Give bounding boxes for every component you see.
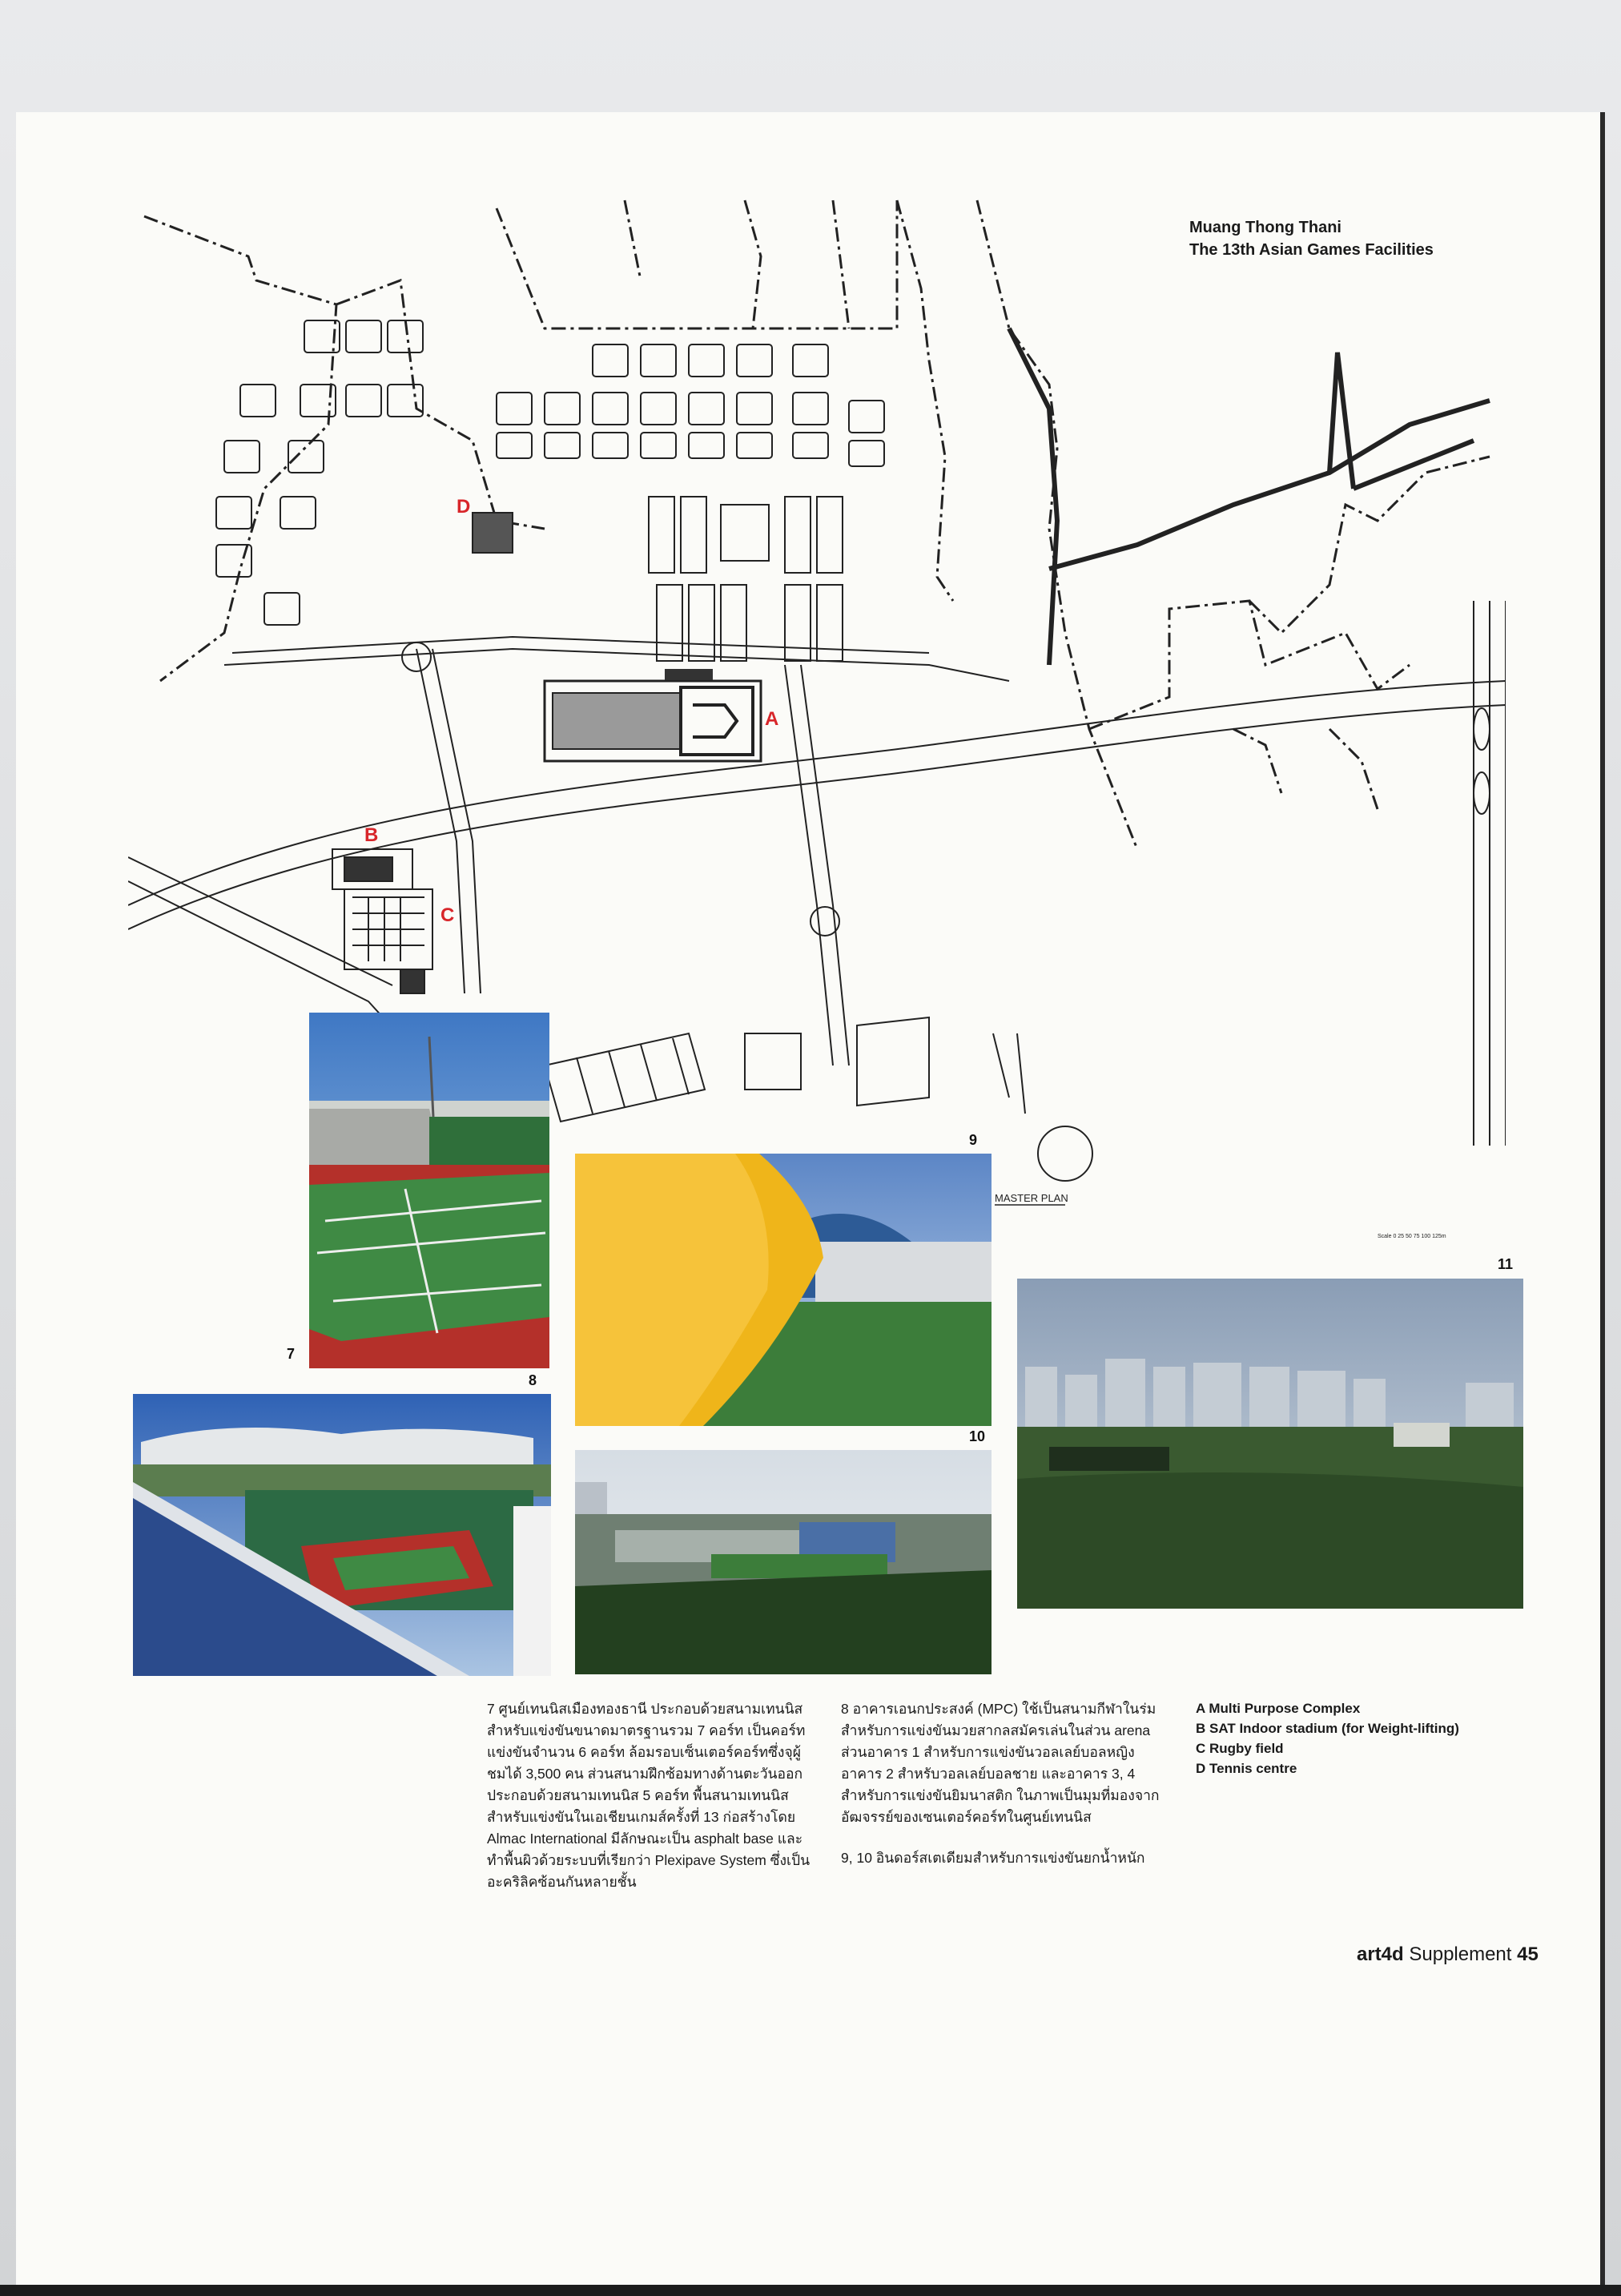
footer-brand: art4d [1357, 1944, 1404, 1965]
plan-marker-c: C [440, 904, 455, 926]
legend-item-c: C Rugby field [1196, 1741, 1284, 1756]
caption-column-1 [487, 1698, 815, 1912]
facility-legend [1196, 1698, 1459, 1778]
title-line-2: The 13th Asian Games Facilities [1189, 241, 1434, 259]
page-footer [1357, 1944, 1539, 1966]
photo-10-stadium-aerial [575, 1450, 992, 1674]
plan-marker-a: A [765, 708, 779, 730]
figure-number-8: 8 [529, 1372, 537, 1388]
figure-number-7: 7 [287, 1346, 296, 1362]
caption-7: 7 ศูนย์เทนนิสเมืองทองธานี ประกอบด้วยสนามเทนนิสสำหรับแข่งขันขนาดมาตรฐานรวม 7 คอร์ท เป็นคอร์ทแข่งขันจำนวน 6 คอร์ท ล้อมรอบเซ็นเตอร์คอร์ทซึ่งจุผู้ชมได้ 3,500 คน ส่วนสนามฝึกซ้อมทางด้านตะวันออกประกอบด้วยสนามเทนนิส 5 คอร์ท พื้นสนามเทนนิสสำหรับแข่งขันในเอเชียนเกมส์ครั้งที่ 13 ก่อสร้างโดย Almac International มีลักษณะเป็น asphalt base และทำพื้นผิวด้วยระบบที่เรียกว่า Plexipave System ซึ่งเป็นอะคริลิคซ้อนกันหลายชั้น [487, 1701, 810, 1890]
legend-item-a: A Multi Purpose Complex [1196, 1701, 1361, 1716]
figure-number-11: 11 [1498, 1256, 1514, 1272]
scale-bar-label: Scale 0 25 50 75 100 125m [1378, 1234, 1446, 1239]
page-edge [1600, 112, 1605, 2285]
master-plan-label: MASTER PLAN [995, 1192, 1068, 1204]
caption-column-2 [841, 1698, 1169, 1888]
figure-number-10: 10 [969, 1428, 986, 1444]
title-line-1: Muang Thong Thani [1189, 219, 1341, 236]
plan-marker-b: B [364, 824, 379, 846]
footer-section: Supplement [1409, 1944, 1512, 1965]
plan-marker-d: D [457, 496, 471, 518]
page-number: 45 [1517, 1944, 1539, 1965]
caption-8: 8 อาคารเอนกประสงค์ (MPC) ใช้เป็นสนามกีฬาในร่มสำหรับการแข่งขันมวยสากลสมัครเล่นในส่วน arena ส่วนอาคาร 1 สำหรับการแข่งขันวอลเลย์บอลหญิง อาคาร 2 สำหรับวอลเลย์บอลชาย และอาคาร 3, 4 สำหรับการแข่งขันยิมนาสติก ในภาพเป็นมุมที่มองจากอัฒจรรย์ของเซนเตอร์คอร์ทในศูนย์เทนนิส [841, 1701, 1160, 1825]
legend-item-d: D Tennis centre [1196, 1761, 1297, 1776]
figure-number-9: 9 [969, 1132, 978, 1148]
caption-9-10: 9, 10 อินดอร์สเตเดียมสำหรับการแข่งขันยกน้ำหนัก [841, 1850, 1145, 1866]
scan-bottom-band [0, 2285, 1621, 2296]
photo-8-mpc-view [133, 1394, 551, 1676]
photo-9-indoor-stadium [575, 1154, 992, 1426]
photo-7-tennis-court [309, 1013, 549, 1368]
photo-11-site-panorama [1017, 1279, 1523, 1609]
legend-item-b: B SAT Indoor stadium (for Weight-lifting) [1196, 1721, 1459, 1736]
